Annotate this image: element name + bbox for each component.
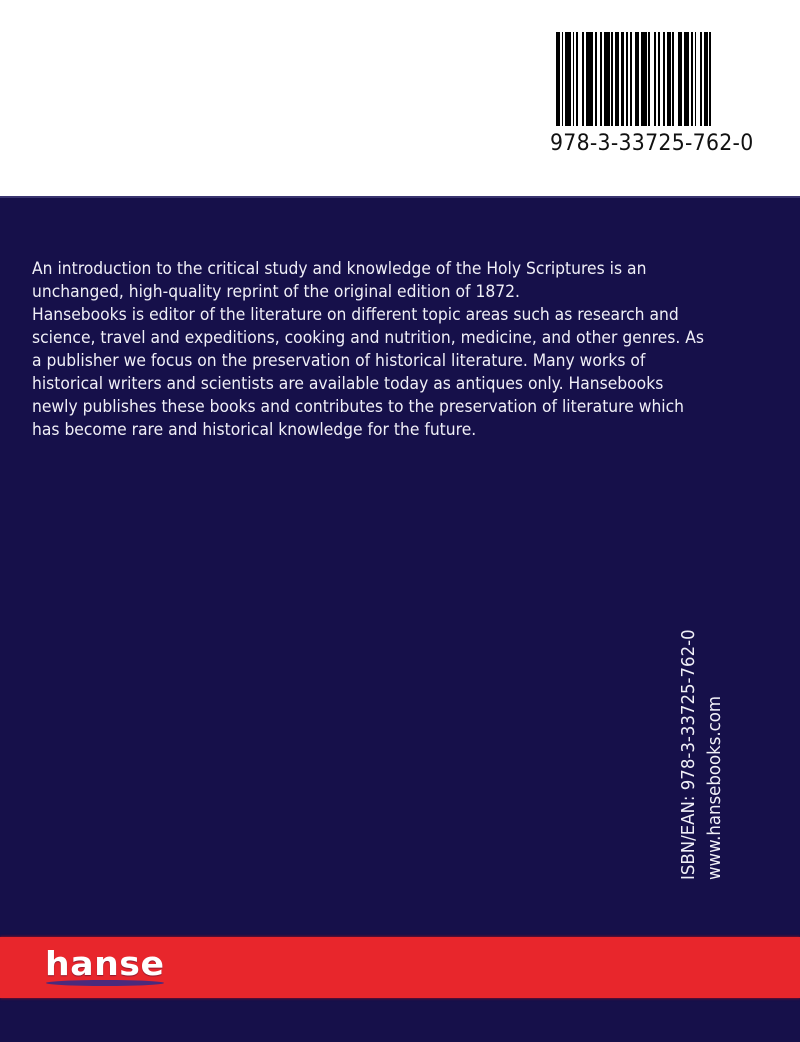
description-line: historical writers and scientists are available today as antiques only. Hansebooks xyxy=(32,374,664,394)
divider xyxy=(0,196,800,198)
barcode-area xyxy=(0,0,800,196)
barcode-number: 978-3-33725-762-0 xyxy=(550,131,754,156)
barcode-bar xyxy=(586,32,593,126)
description-line: An introduction to the critical study and knowledge of the Holy Scriptures is an xyxy=(32,259,647,279)
description-line: Hansebooks is editor of the literature on different topic areas such as research and xyxy=(32,305,679,325)
hanse-logo xyxy=(45,944,170,988)
barcode-image xyxy=(556,32,712,126)
description-line: unchanged, high-quality reprint of the original edition of 1872. xyxy=(32,282,520,302)
book-description xyxy=(32,258,720,442)
isbn-text: ISBN/EAN: 978-3-33725-762-0 xyxy=(678,629,699,880)
logo-text: hanse xyxy=(45,944,165,983)
description-line: a publisher we focus on the preservation of historical literature. Many works of xyxy=(32,351,646,371)
website-text: www.hansebooks.com xyxy=(704,696,725,880)
vertical-imprint xyxy=(676,608,728,880)
description-line: newly publishes these books and contributes to the preservation of literature which xyxy=(32,397,685,417)
barcode-bar xyxy=(709,32,711,126)
description-line: has become rare and historical knowledge for the future. xyxy=(32,420,477,440)
description-line: science, travel and expeditions, cooking and nutrition, medicine, and other genres. As xyxy=(32,328,705,348)
